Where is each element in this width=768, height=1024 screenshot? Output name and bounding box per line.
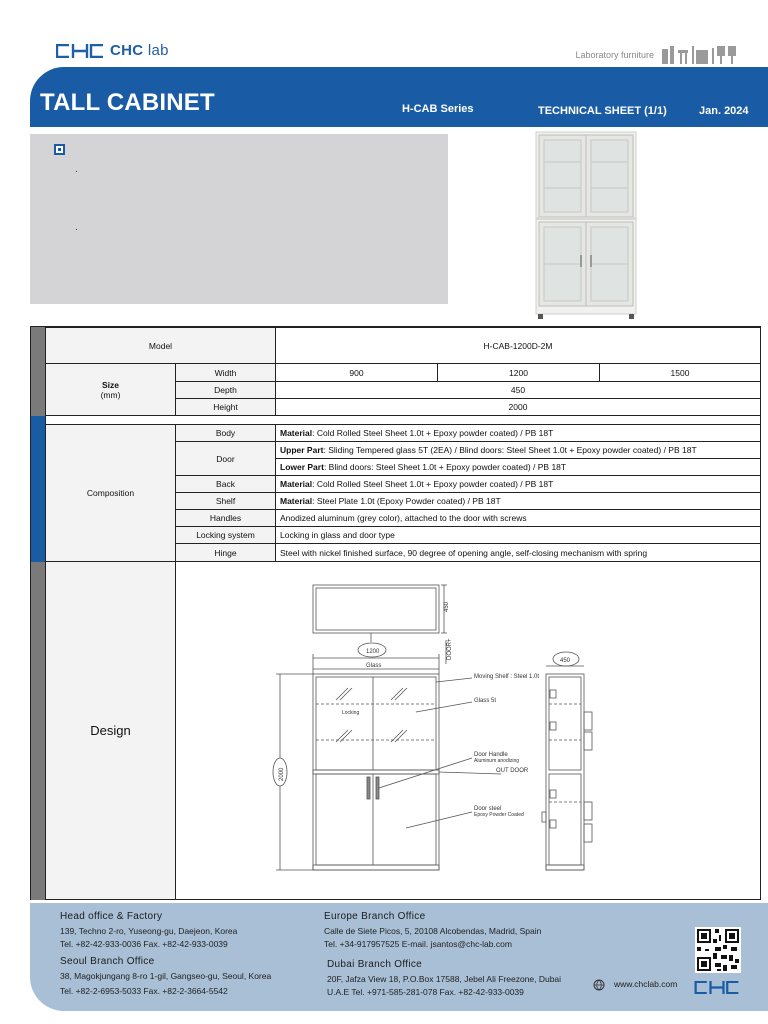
side-bar xyxy=(31,562,45,900)
door-upper-value: Upper Part : Sliding Tempered glass 5T (2EA) / Blind doors: Steel Sheet 1.0t + Epoxy powder coated) / PB 18T xyxy=(275,441,761,459)
dim-side-label: 450 xyxy=(560,658,571,664)
back-label: Back xyxy=(175,475,276,493)
page-title: TALL CABINET xyxy=(40,89,215,116)
intro-box xyxy=(30,134,448,304)
handles-value: Anodized aluminum (grey color), attached to the door with screws xyxy=(275,509,761,527)
europe-office-address: Calle de Siete Picos, 5, 20108 Alcobendas, Madrid, Spain xyxy=(324,926,542,936)
series-label: H-CAB Series xyxy=(402,103,474,115)
glass-label: Glass xyxy=(366,663,382,669)
design-label: Design xyxy=(45,561,176,900)
chc-logo-icon xyxy=(56,44,104,58)
section-marker-icon xyxy=(54,144,65,155)
brand-logo xyxy=(56,42,169,59)
footer xyxy=(30,903,768,1011)
furniture-icon xyxy=(662,46,738,64)
body-value: Material : Cold Rolled Steel Sheet 1.0t + Epoxy powder coated) / PB 18T xyxy=(275,424,761,442)
technical-drawing xyxy=(176,562,760,899)
width-value: 1200 xyxy=(437,363,600,382)
composition-label: Composition xyxy=(45,424,176,562)
head-office-tel: Tel. +82-42-933-0036 Fax. +82-42-933-0039 xyxy=(60,939,228,949)
design-drawing-cell xyxy=(175,561,761,900)
title-band xyxy=(30,67,768,127)
intro-bullet: . xyxy=(75,222,78,233)
seoul-office-address: 38, Magokjungang 8-ro 1-gil, Gangseo-gu, Seoul, Korea xyxy=(60,971,272,981)
side-bar xyxy=(31,416,45,562)
cabinet-photo xyxy=(530,130,642,320)
depth-label: Depth xyxy=(175,381,276,399)
hinge-label: Hinge xyxy=(175,543,276,562)
dubai-office-tel: U.A.E Tel. +971-585-281-078 Fax. +82-42-933-0039 xyxy=(327,987,524,997)
dim-depth-label: 450 xyxy=(444,601,450,612)
spec-table xyxy=(30,326,761,900)
door-handle-material: Aluminum anodizing xyxy=(474,758,520,764)
head-office-address: 139, Techno 2-ro, Yuseong-gu, Daejeon, Korea xyxy=(60,926,238,936)
furniture-tag xyxy=(575,46,738,64)
tagline: Laboratory furniture xyxy=(575,50,654,60)
door-steel-material: Epoxy Powder Coated xyxy=(474,812,524,818)
height-label: Height xyxy=(175,398,276,416)
dubai-office-title: Dubai Branch Office xyxy=(327,959,423,970)
logo-wordmark: CHC lab xyxy=(110,42,169,59)
width-value: 900 xyxy=(275,363,438,382)
shelf-value: Material : Steel Plate 1.0t (Epoxy Powder coated) / PB 18T xyxy=(275,492,761,510)
intro-bullet: . xyxy=(75,164,78,175)
sheet-label: TECHNICAL SHEET (1/1) xyxy=(538,105,667,117)
model-value: H-CAB-1200D-2M xyxy=(275,327,761,364)
globe-icon xyxy=(593,979,605,991)
size-label: Size (mm) xyxy=(45,363,176,416)
dubai-office-address: 20F, Jafza View 18, P.O.Box 17588, Jebel Ali Freezone, Dubai xyxy=(327,974,562,984)
model-label: Model xyxy=(45,327,276,364)
europe-office-title: Europe Branch Office xyxy=(324,911,426,922)
shelf-label: Shelf xyxy=(175,492,276,510)
seoul-office-tel: Tel. +82-2-6953-5033 Fax. +82-2-3664-5542 xyxy=(60,986,228,996)
back-value: Material : Cold Rolled Steel Sheet 1.0t + Epoxy powder coated) / PB 18T xyxy=(275,475,761,493)
door-label: Door xyxy=(175,441,276,476)
handles-label: Handles xyxy=(175,509,276,527)
side-bar xyxy=(31,327,45,416)
out-door-label: OUT DOOR xyxy=(496,768,529,774)
qr-code-icon xyxy=(695,927,741,973)
date-label: Jan. 2024 xyxy=(699,105,749,117)
dim-height-label: 2000 xyxy=(279,767,285,781)
locking-label: Locking system xyxy=(175,526,276,544)
head-office-title: Head office & Factory xyxy=(60,911,163,922)
website-link[interactable]: www.chclab.com xyxy=(614,979,678,989)
height-value: 2000 xyxy=(275,398,761,416)
locking-callout: Locking xyxy=(342,710,360,716)
seoul-office-title: Seoul Branch Office xyxy=(60,956,155,967)
dim-width-label: 1200 xyxy=(366,649,380,655)
body-label: Body xyxy=(175,424,276,442)
door-handle-label: Door Handle xyxy=(474,752,508,758)
hinge-value: Steel with nickel finished surface, 90 degree of opening angle, self-closing mechanism with spring xyxy=(275,543,761,562)
depth-value: 450 xyxy=(275,381,761,399)
europe-office-tel: Tel. +34-917957525 E-mail. jsantos@chc-lab.com xyxy=(324,939,512,949)
glass-5t-label: Glass 5t xyxy=(474,698,497,704)
door-note-label: DOOR+ xyxy=(447,638,453,660)
locking-value: Locking in glass and door type xyxy=(275,526,761,544)
width-label: Width xyxy=(175,363,276,382)
door-steel-label: Door steel xyxy=(474,806,502,812)
door-lower-value: Lower Part : Blind doors: Steel Sheet 1.0t + Epoxy powder coated) / PB 18T xyxy=(275,458,761,476)
chc-footer-logo-icon xyxy=(693,981,741,994)
width-value: 1500 xyxy=(599,363,761,382)
moving-shelf-label: Moving Shelf : Steel 1.0t xyxy=(474,674,540,680)
